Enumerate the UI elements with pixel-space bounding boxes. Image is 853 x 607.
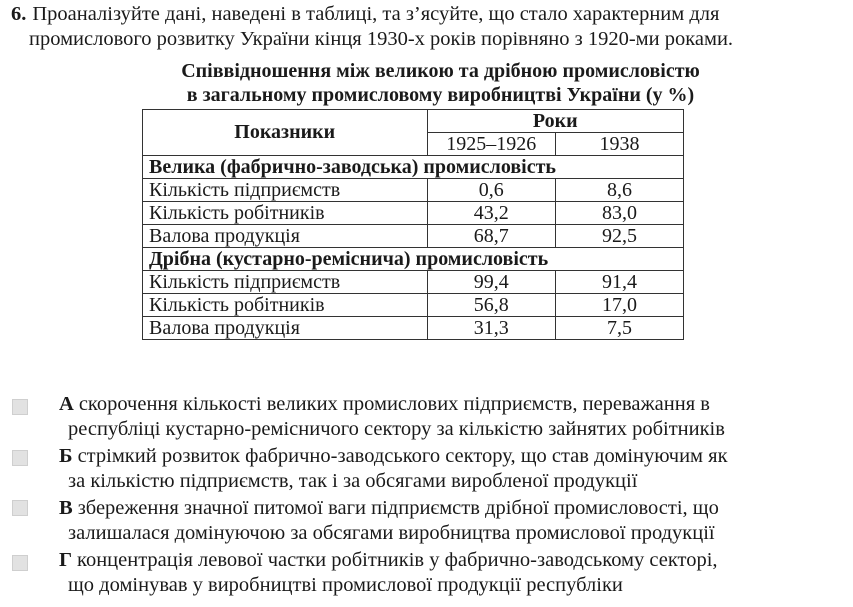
option-letter: А	[59, 393, 74, 415]
industry-table	[142, 109, 684, 340]
table-row	[143, 294, 684, 317]
option-letter: В	[59, 497, 73, 519]
year-1925-1926: 1925–1926	[427, 133, 555, 156]
table-row	[143, 271, 684, 294]
option-line-2: за кількістю підприємств, так і за обсягами виробленої продукції	[68, 470, 638, 492]
cell-value: 91,4	[555, 271, 683, 294]
option-letter: Б	[59, 445, 73, 467]
table-row	[143, 202, 684, 225]
section-row-large-industry	[143, 156, 684, 179]
answer-checkbox-a[interactable]	[12, 399, 28, 415]
question-text	[11, 2, 845, 52]
cell-value: 92,5	[555, 225, 683, 248]
year-1938: 1938	[555, 133, 683, 156]
section-row-small-industry	[143, 248, 684, 271]
question-line-1	[11, 2, 845, 27]
option-letter: Г	[59, 549, 73, 571]
answer-checkbox-b[interactable]	[12, 450, 28, 466]
table-row	[143, 179, 684, 202]
table-row	[143, 317, 684, 340]
section-title: Велика (фабрично-заводська) промисловість	[143, 156, 684, 179]
table-title-line-2: в загальному промисловому виробництві України (у %)	[186, 84, 695, 106]
option-v-text	[59, 496, 839, 546]
header-years: Роки	[427, 110, 684, 133]
row-label: Кількість підприємств	[143, 271, 428, 294]
cell-value: 31,3	[427, 317, 555, 340]
table-header-row	[143, 110, 684, 133]
option-line-2: залишалася домінуючою за обсягами виробництва промислової продукції	[68, 522, 715, 544]
option-line-2: що домінував у виробництві промислової продукції республіки	[68, 574, 623, 596]
row-label: Кількість робітників	[143, 294, 428, 317]
row-label: Валова продукція	[143, 317, 428, 340]
cell-value: 43,2	[427, 202, 555, 225]
answer-checkbox-v[interactable]	[12, 500, 28, 516]
cell-value: 8,6	[555, 179, 683, 202]
option-line-1: стрімкий розвиток фабрично-заводського сектору, що став домінуючим як	[77, 445, 728, 467]
cell-value: 68,7	[427, 225, 555, 248]
section-title: Дрібна (кустарно-реміснича) промисловість	[143, 248, 684, 271]
cell-value: 99,4	[427, 271, 555, 294]
option-line-2: республіці кустарно-ремісничого сектору за кількістю зайнятих робітників	[68, 418, 725, 440]
option-line-1: концентрація левової частки робітників у фабрично-заводському секторі,	[77, 549, 718, 571]
cell-value: 0,6	[427, 179, 555, 202]
header-indicators: Показники	[143, 110, 428, 156]
option-a-text	[59, 392, 839, 442]
option-b-text	[59, 444, 839, 494]
cell-value: 7,5	[555, 317, 683, 340]
table-row	[143, 225, 684, 248]
cell-value: 56,8	[427, 294, 555, 317]
answer-checkbox-h[interactable]	[12, 555, 28, 571]
question-text-line-1: Проаналізуйте дані, наведені в таблиці, та з’ясуйте, що стало характерним для	[32, 3, 720, 25]
option-line-1: скорочення кількості великих промислових підприємств, переважання в	[78, 393, 710, 415]
question-number: 6.	[11, 3, 27, 25]
table-title-line-1: Співвідношення між великою та дрібною промисловістю	[181, 60, 700, 82]
cell-value: 17,0	[555, 294, 683, 317]
row-label: Кількість підприємств	[143, 179, 428, 202]
question-text-line-2: промислового розвитку України кінця 1930-х років порівняно з 1920-ми роками.	[29, 28, 734, 50]
cell-value: 83,0	[555, 202, 683, 225]
row-label: Кількість робітників	[143, 202, 428, 225]
row-label: Валова продукція	[143, 225, 428, 248]
option-h-text	[59, 548, 839, 598]
option-line-1: збереження значної питомої ваги підприємств дрібної промисловості, що	[77, 497, 719, 519]
